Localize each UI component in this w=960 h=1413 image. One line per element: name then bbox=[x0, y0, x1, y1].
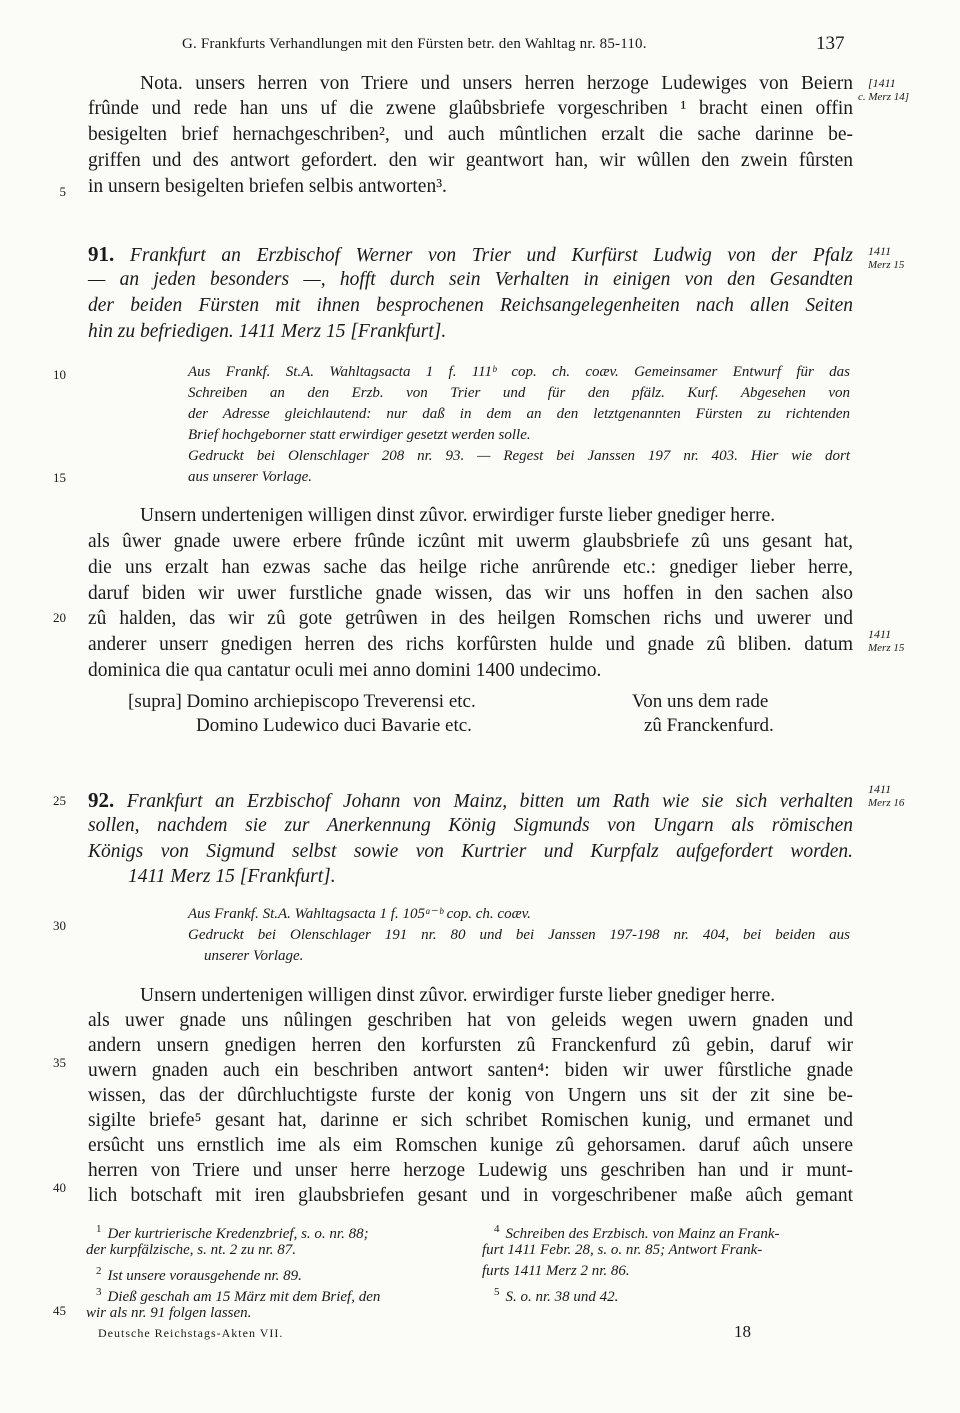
doc92-text-line: wissen, das der dûrchluchtigste furste der konig von Ungern uns sit der zit sine be- bbox=[88, 1085, 853, 1106]
footnote-text: Der kurtrierische Kredenzbrief, s. o. nr. 88; bbox=[107, 1226, 369, 1242]
margin-date-4 bbox=[868, 782, 904, 810]
margin-year: 1411 bbox=[868, 244, 892, 258]
margin-day: Merz 15 bbox=[868, 642, 905, 654]
doc91-title-line: hin zu befriedigen. 1411 Merz 15 [Frankfurt]. bbox=[88, 321, 447, 342]
doc91-text-line: dominica die qua cantatur oculi mei anno domini 1400 undecimo. bbox=[88, 660, 602, 681]
margin-day: c. Merz 14] bbox=[858, 91, 910, 103]
doc91-text-line: als ûwer gnade uwere erbere frûnde iczûnt mit uwerm glaubsbriefe zû uns gesant hat, bbox=[88, 531, 853, 552]
nota-line: Nota. unsers herren von Triere und unsers herren herzoge Ludewiges von Beiern bbox=[140, 73, 853, 94]
doc92-text-line: Unsern undertenigen willigen dinst zûvor. erwirdiger furste lieber gnediger herre. bbox=[140, 985, 776, 1006]
footnote-mark: 1 bbox=[96, 1223, 102, 1235]
doc92-source-line: unserer Vorlage. bbox=[204, 948, 304, 964]
line-number: 45 bbox=[53, 1303, 66, 1318]
doc92-title-line: sollen, nachdem sie zur Anerkennung König Sigmunds von Ungarn als römischen bbox=[88, 815, 853, 836]
margin-date-2 bbox=[868, 244, 904, 272]
line-number: 20 bbox=[53, 610, 66, 625]
page-number: 137 bbox=[816, 33, 845, 54]
margin-day: Merz 16 bbox=[868, 797, 905, 809]
doc91-number: 91. bbox=[88, 242, 115, 266]
footnote bbox=[482, 1262, 630, 1281]
line-number: 30 bbox=[53, 918, 66, 933]
footnote-text: Ist unsere vorausgehende nr. 89. bbox=[107, 1268, 302, 1284]
doc92-number: 92. bbox=[88, 788, 115, 812]
footnote-mark: 2 bbox=[96, 1265, 102, 1277]
footnote bbox=[494, 1283, 618, 1307]
margin-year: 1411 bbox=[868, 782, 892, 796]
footnote bbox=[86, 1304, 251, 1323]
doc92-text-line: als uwer gnade uns nûlingen geschriben hat von geleids wegen uwern gnaden und bbox=[88, 1010, 853, 1031]
nota-line: griffen und des antwort gefordert. den wir geantwort han, wir wûllen den zwein fûrsten bbox=[88, 150, 853, 171]
doc91-source-line: Brief hochgeborner statt erwirdiger gesetzt werden solle. bbox=[188, 427, 531, 443]
doc91-title-line bbox=[88, 242, 853, 268]
footnote-text: Schreiben des Erzbisch. von Mainz an Frank- bbox=[505, 1226, 780, 1242]
doc91-text-line: zû halden, das wir zû gote getrûwen in des heilgen Romschen richs und uwerer und bbox=[88, 608, 853, 629]
series-title: Deutsche Reichstags-Akten VII. bbox=[98, 1326, 284, 1340]
line-number: 5 bbox=[59, 184, 66, 199]
line-number: 35 bbox=[53, 1055, 66, 1070]
doc91-text-line: daruf biden wir uwer furstliche gnade wissen, das wir uns hoffen in den sachen also bbox=[88, 583, 853, 604]
address-left-1: [supra] Domino archiepiscopo Treverensi etc. bbox=[128, 691, 476, 712]
nota-line: besigelten brief hernachgeschriben², und auch mûntlichen erzalt die sache darinne be- bbox=[88, 124, 853, 145]
doc91-source-line: aus unserer Vorlage. bbox=[188, 469, 313, 485]
line-number: 10 bbox=[53, 367, 66, 382]
address-left-2: Domino Ludewico duci Bavarie etc. bbox=[196, 715, 472, 736]
address-right-1: Von uns dem rade bbox=[632, 691, 769, 712]
running-title: G. Frankfurts Verhandlungen mit den Fürsten betr. den Wahltag nr. 85-110. bbox=[182, 36, 647, 52]
doc91-title-line: — an jeden besonders —, hofft durch sein Verhalten in einigen von den Gesandten bbox=[88, 269, 853, 290]
address-right-2: zû Franckenfurd. bbox=[644, 715, 774, 736]
margin-year: 1411 bbox=[868, 627, 892, 641]
doc91-source-line: Aus Frankf. St.A. Wahltagsacta 1 f. 111ᵇ cop. ch. coæv. Gemeinsamer Entwurf für das bbox=[188, 364, 850, 380]
doc92-title-line: 1411 Merz 15 [Frankfurt]. bbox=[128, 866, 336, 887]
doc91-source-line: der Adresse gleichlautend: nur daß in dem an den letztgenannten Fürsten zu richtenden bbox=[188, 406, 850, 422]
footnote bbox=[86, 1241, 296, 1260]
margin-year: [1411 bbox=[868, 76, 896, 90]
doc91-source-line: Gedruckt bei Olenschlager 208 nr. 93. — Regest bei Janssen 197 nr. 403. Hier wie dort bbox=[188, 448, 850, 464]
line-number: 25 bbox=[53, 793, 66, 808]
margin-date-1 bbox=[858, 76, 910, 104]
nota-line: frûnde und rede han uns uf die zwene glaûbsbriefe vorgeschriben ¹ bracht einen offin bbox=[88, 98, 853, 119]
line-number: 40 bbox=[53, 1180, 66, 1195]
footnote-text: der kurpfälzische, s. nt. 2 zu nr. 87. bbox=[86, 1242, 296, 1258]
doc91-source-line: Schreiben an den Erzb. von Trier und für den pfälz. Kurf. Abgesehen von bbox=[188, 385, 850, 401]
doc92-text-line: lich botschaft mit iren glaubsbriefen gesant und in vorgeschribener maße aûch gemant bbox=[88, 1185, 853, 1206]
doc92-text-line: herren von Triere und unser herre herzoge Ludewig uns geschriben han und ir munt- bbox=[88, 1160, 853, 1181]
doc92-source-line: Gedruckt bei Olenschlager 191 nr. 80 und bei Janssen 197-198 nr. 404, bei beiden aus bbox=[188, 927, 850, 943]
footnote-text: S. o. nr. 38 und 42. bbox=[505, 1289, 619, 1305]
doc92-title-line bbox=[88, 788, 853, 814]
footnote-mark: 5 bbox=[494, 1286, 500, 1298]
doc92-text-line: ersûcht uns ernstlich ime als eim Romschen kunige zû gehorsamen. daruf aûch unsere bbox=[88, 1135, 853, 1156]
doc92-title-text: Frankfurt an Erzbischof Johann von Mainz, bitten um Rath wie sie sich verhalten bbox=[126, 791, 853, 812]
footnote-text: Dieß geschah am 15 März mit dem Brief, den bbox=[107, 1289, 381, 1305]
signature-mark: 18 bbox=[734, 1322, 751, 1341]
doc91-text-line: anderer unserr gnedigen herren des richs korfûrsten hulde und gnade zû bliben. datum bbox=[88, 634, 853, 655]
line-number: 15 bbox=[53, 470, 66, 485]
doc92-text-line: andern unsern gnedigen herren den korfursten zû Franckenfurd zû gebin, daruf wir bbox=[88, 1035, 853, 1056]
nota-line: in unsern besigelten briefen selbis antworten³. bbox=[88, 176, 447, 197]
doc91-title-line: der beiden Fürsten mit ihnen besprochenen Reichsangelegenheiten nach allen Seiten bbox=[88, 295, 853, 316]
margin-day: Merz 15 bbox=[868, 259, 905, 271]
margin-date-3 bbox=[868, 627, 904, 655]
doc92-text-line: uwern gnaden auch ein beschriben antwort santen⁴: biden wir uwer fûrstliche gnade bbox=[88, 1060, 853, 1081]
footnote-text: furt 1411 Febr. 28, s. o. nr. 85; Antwort Frank- bbox=[482, 1242, 763, 1258]
doc91-text-line: die uns erzalt han ezwas sache das heilge riche anrûrende etc.: gnediger lieber herre, bbox=[88, 557, 853, 578]
footnote-text: furts 1411 Merz 2 nr. 86. bbox=[482, 1263, 630, 1279]
doc92-title-line: Königs von Sigmund selbst sowie von Kurtrier und Kurpfalz aufgefordert worden. bbox=[88, 841, 853, 862]
footnote bbox=[482, 1241, 762, 1260]
doc91-title-text: Frankfurt an Erzbischof Werner von Trier und Kurfürst Ludwig von der Pfalz bbox=[129, 245, 853, 266]
footnote-text: wir als nr. 91 folgen lassen. bbox=[86, 1305, 252, 1321]
doc92-source-line: Aus Frankf. St.A. Wahltagsacta 1 f. 105ᵃ⁻ᵇ cop. ch. coæv. bbox=[188, 906, 531, 922]
doc91-text-line: Unsern undertenigen willigen dinst zûvor. erwirdiger furste lieber gnediger herre. bbox=[140, 505, 776, 526]
footnote-mark: 4 bbox=[494, 1223, 500, 1235]
footnote-mark: 3 bbox=[96, 1286, 102, 1298]
doc92-text-line: sigilte briefe⁵ gesant hat, darinne er sich schribet Romischen kunig, und ermanet und bbox=[88, 1110, 853, 1131]
